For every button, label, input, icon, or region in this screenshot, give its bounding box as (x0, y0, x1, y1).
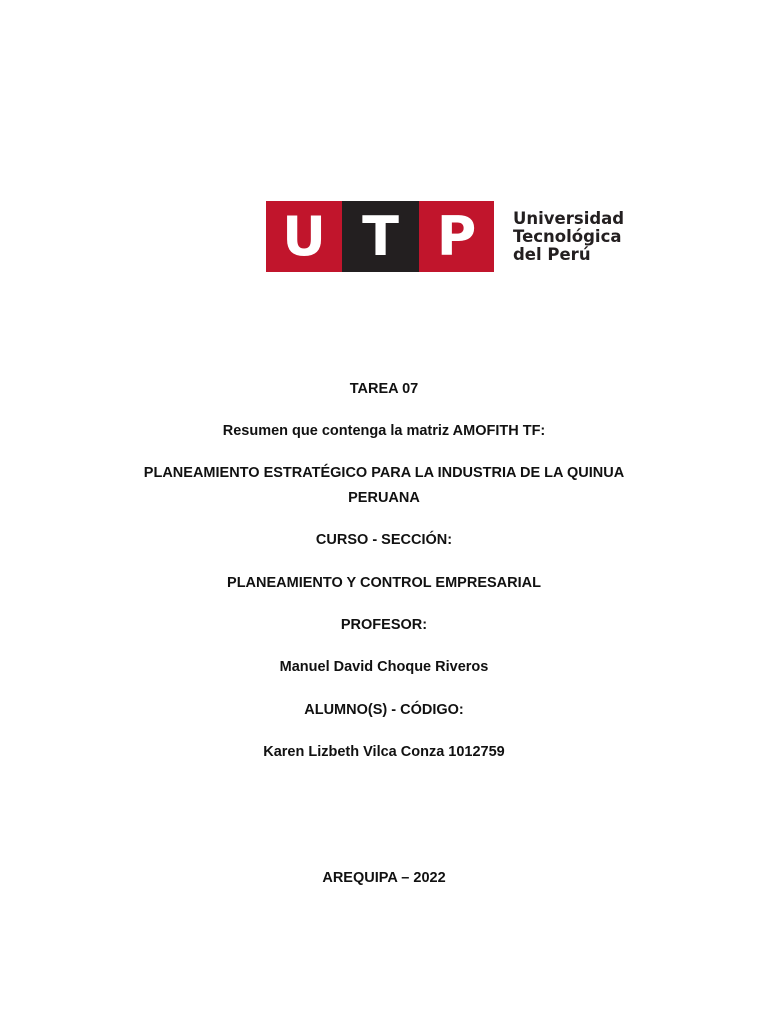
utp-logo (266, 201, 624, 272)
course-value: PLANEAMIENTO Y CONTROL EMPRESARIAL (227, 575, 541, 591)
professor-value: Manuel David Choque Riveros (279, 659, 489, 675)
logo-block-p (419, 201, 494, 272)
logo-name-line-2: Tecnológica (513, 226, 622, 246)
assignment-summary: Resumen que contenga la matriz AMOFITH TF: (222, 423, 546, 439)
topic-line-1: PLANEAMIENTO ESTRATÉGICO PARA LA INDUSTRIA DE LA QUINUA (143, 465, 625, 481)
logo-letter-t: T (362, 204, 399, 268)
course-label: CURSO - SECCIÓN: (315, 532, 453, 548)
place-year: AREQUIPA – 2022 (322, 870, 446, 886)
topic-line-2: PERUANA (348, 490, 420, 506)
logo-block-u (266, 201, 342, 272)
logo-name-line-3: del Perú (513, 244, 591, 264)
assignment-title: TAREA 07 (349, 381, 419, 397)
student-value: Karen Lizbeth Vilca Conza 1012759 (263, 744, 505, 760)
student-label: ALUMNO(S) - CÓDIGO: (304, 702, 464, 718)
logo-university-name (513, 210, 624, 264)
professor-label: PROFESOR: (340, 617, 428, 633)
logo-letter-u: U (282, 204, 326, 268)
logo-block-t (342, 201, 419, 272)
logo-letter-p: P (436, 204, 477, 268)
logo-name-line-1: Universidad (513, 208, 625, 228)
